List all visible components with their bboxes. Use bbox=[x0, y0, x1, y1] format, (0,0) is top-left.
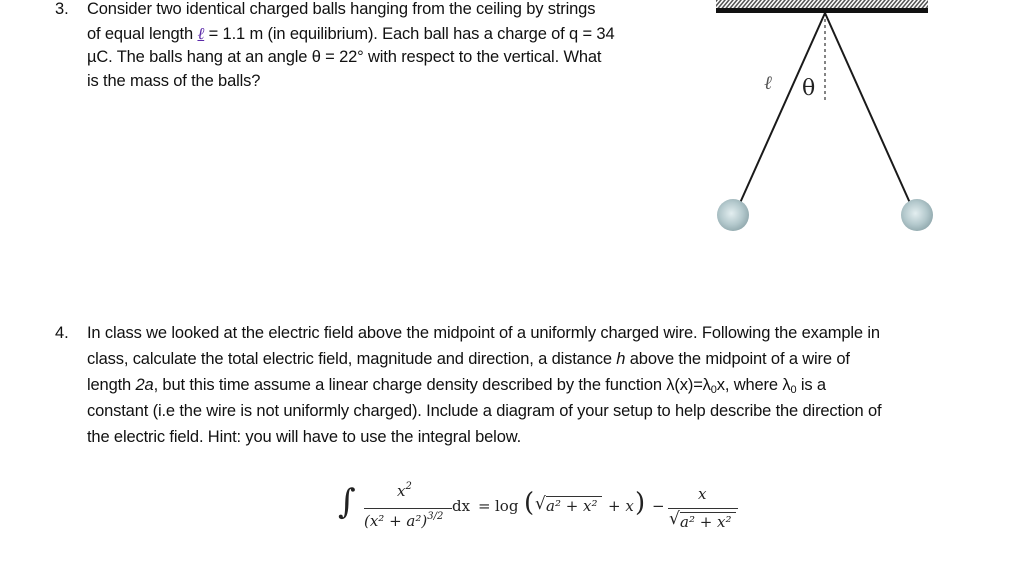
paren-open: ( bbox=[524, 488, 535, 518]
plus-x: + x bbox=[608, 497, 634, 515]
problem-text bbox=[87, 324, 1017, 464]
text-line bbox=[87, 24, 615, 48]
log-function: log bbox=[495, 497, 519, 515]
equals-sign: = bbox=[478, 497, 491, 515]
left-string bbox=[740, 13, 825, 203]
text-segment: , but this time assume a linear charge density described by the function λ(x)=λ bbox=[153, 376, 711, 394]
text-line: µC. The balls hang at an angle θ = 22° with respect to the vertical. What bbox=[87, 48, 602, 66]
problem-text bbox=[87, 0, 687, 100]
text-segment: length bbox=[87, 376, 136, 394]
hanging-balls-diagram bbox=[700, 0, 950, 240]
text-segment: x, where λ bbox=[716, 376, 791, 394]
paren-close: ) bbox=[635, 488, 646, 518]
length-symbol-link[interactable]: ℓ bbox=[197, 24, 205, 43]
text-segment: above the midpoint of a wire of bbox=[625, 350, 850, 368]
text-line bbox=[87, 376, 826, 402]
lhs-denominator: $(x^2 + a^2)^{3/2}$ bbox=[364, 511, 444, 530]
right-string bbox=[825, 13, 910, 203]
sqrt-symbol: √ bbox=[669, 509, 680, 529]
ceiling bbox=[716, 0, 928, 13]
text-line: the electric field. Hint: you will have to use the integral below. bbox=[87, 428, 522, 446]
text-segment: = 1.1 m (in equilibrium). Each ball has a charge of q = 34 bbox=[204, 25, 615, 43]
right-ball bbox=[901, 199, 933, 231]
lhs-numerator: $x^2$ bbox=[397, 481, 412, 500]
text-line bbox=[87, 350, 850, 376]
integral-sign: ∫ bbox=[338, 482, 356, 522]
text-line: In class we looked at the electric field above the midpoint of a uniformly charged wire. Following the example in bbox=[87, 324, 880, 342]
rhs-numerator: x bbox=[698, 485, 707, 503]
text-line: is the mass of the balls? bbox=[87, 72, 261, 90]
fraction-bar bbox=[364, 508, 452, 509]
angle-label: θ bbox=[802, 76, 816, 101]
text-segment: of equal length bbox=[87, 25, 198, 43]
text-line: Consider two identical charged balls hanging from the ceiling by strings bbox=[87, 0, 596, 18]
sqrt-symbol: √ bbox=[535, 494, 546, 514]
rhs-denominator: a² + x² bbox=[680, 513, 732, 531]
problem-number: 3. bbox=[55, 0, 69, 18]
variable-2a: 2a bbox=[135, 376, 154, 394]
integral-formula bbox=[330, 478, 750, 548]
dx: dx bbox=[452, 497, 471, 515]
sqrt-content: a² + x² bbox=[546, 497, 598, 515]
text-line: constant (i.e the wire is not uniformly charged). Include a diagram of your setup to help describe the direction of bbox=[87, 402, 882, 420]
minus-sign: − bbox=[652, 497, 665, 515]
variable-h: h bbox=[616, 350, 626, 368]
problem-number: 4. bbox=[55, 324, 69, 342]
subscript: 0 bbox=[710, 384, 717, 396]
text-segment: is a bbox=[796, 376, 826, 394]
length-label: ℓ bbox=[764, 72, 772, 94]
subscript: 0 bbox=[790, 384, 797, 396]
text-segment: class, calculate the total electric field, magnitude and direction, a distance bbox=[87, 350, 617, 368]
left-ball bbox=[717, 199, 749, 231]
